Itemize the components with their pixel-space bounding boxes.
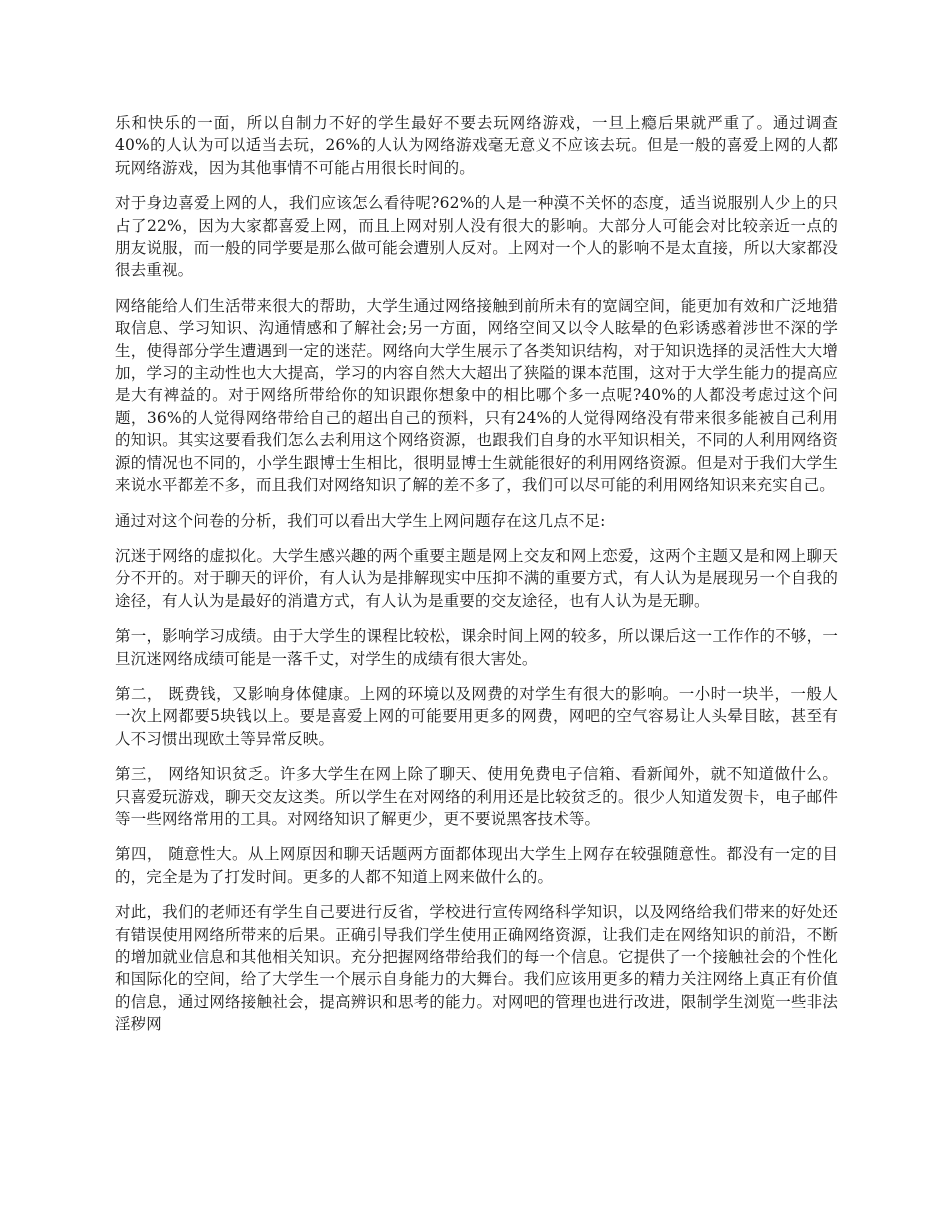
- document-page: [115, 112, 838, 1049]
- paragraph-analysis-intro: 通过对这个问卷的分析，我们可以看出大学生上网问题存在这几点不足:: [115, 511, 606, 530]
- paragraph-virtual-addiction: 沉迷于网络的虚拟化。大学生感兴趣的两个重要主题是网上交友和网上恋爱，这两个主题又是和网上聊天分不开的。对于聊天的评价，有人认为是排解现实中压抑不满的重要方式，有人认为是展现另一个自我的途径，有人认为是最好的消遣方式，有人认为是重要的交友途径，也有人认为是无聊。: [115, 546, 838, 610]
- paragraph-point-four: 第四， 随意性大。从上网原因和聊天话题两方面都体现出大学生上网存在较强随意性。都没有一定的目的，完全是为了打发时间。更多的人都不知道上网来做什么的。: [115, 845, 838, 886]
- paragraph-point-one: 第一，影响学习成绩。由于大学生的课程比较松，课余时间上网的较多，所以课后这一工作作的不够，一旦沉迷网络成绩可能是一落千丈，对学生的成绩有很大害处。: [115, 627, 838, 668]
- paragraph-network-help: 网络能给人们生活带来很大的帮助，大学生通过网络接触到前所未有的宽阔空间，能更加有效和广泛地猎取信息、学习知识、沟通情感和了解社会;另一方面，网络空间又以令人眩晕的色彩诱惑着涉世不深的学生，使得部分学生遭遇到一定的迷茫。网络向大学生展示了各类知识结构，对于知识选择的灵活性大大增加，学习的主动性也大大提高，学习的内容自然大大超出了狭隘的课本范围，这对于大学生能力的提高应是大有裨益的。对于网络所带给你的知识跟你想象中的相比哪个多一点呢?40%的人都没考虑过这个问题，36%的人觉得网络带给自己的超出自己的预料，只有24%的人觉得网络没有带来很多能被自己利用的知识。其实这要看我们怎么去利用这个网络资源，也跟我们自身的水平知识相关，不同的人利用网络资源的情况也不同的，小学生跟博士生相比，很明显博士生就能很好的利用网络资源。但是对于我们大学生来说水平都差不多，而且我们对网络知识了解的差不多了，我们可以尽可能的利用网络知识来充实自己。: [115, 296, 838, 495]
- paragraph-point-two: 第二， 既费钱，又影响身体健康。上网的环境以及网费的对学生有很大的影响。一小时一块半，一般人一次上网都要5块钱以上。要是喜爱上网的可能要用更多的网费，网吧的空气容易让人头晕目眩，甚至有人不习惯出现欧土等异常反映。: [115, 684, 838, 748]
- paragraph-conclusion: 对此，我们的老师还有学生自己要进行反省，学校进行宣传网络科学知识，以及网络给我们带来的好处还有错误使用网络所带来的后果。正确引导我们学生使用正确网络资源，让我们走在网络知识的前沿，不断的增加就业信息和其他相关知识。充分把握网络带给我们的每一个信息。它提供了一个接触社会的个性化和国际化的空间，给了大学生一个展示自身能力的大舞台。我们应该用更多的精力关注网络上真正有价值的信息，通过网络接触社会，提高辨识和思考的能力。对网吧的管理也进行改进，限制学生浏览一些非法淫秽网: [115, 903, 838, 1034]
- paragraph-point-three: 第三， 网络知识贫乏。许多大学生在网上除了聊天、使用免费电子信箱、看新闻外，就不知道做什么。只喜爱玩游戏，聊天交友这类。所以学生在对网络的利用还是比较贫乏的。很少人知道发贺卡，电子邮件等一些网络常用的工具。对网络知识了解更少，更不要说黑客技术等。: [115, 765, 838, 828]
- paragraph-attitude: 对于身边喜爱上网的人，我们应该怎么看待呢?62%的人是一种漠不关怀的态度，适当说服别人少上的只占了22%，因为大家都喜爱上网，而且上网对别人没有很大的影响。大部分人可能会对比较亲近一点的朋友说服，而一般的同学要是那么做可能会遭别人反对。上网对一个人的影响不是太直接，所以大家都没很去重视。: [115, 194, 838, 280]
- paragraph-game-survey: 乐和快乐的一面，所以自制力不好的学生最好不要去玩网络游戏，一旦上瘾后果就严重了。通过调查40%的人认为可以适当去玩，26%的人认为网络游戏毫无意义不应该去玩。但是一般的喜爱上网的人都玩网络游戏，因为其他事情不可能占用很长时间的。: [115, 114, 838, 177]
